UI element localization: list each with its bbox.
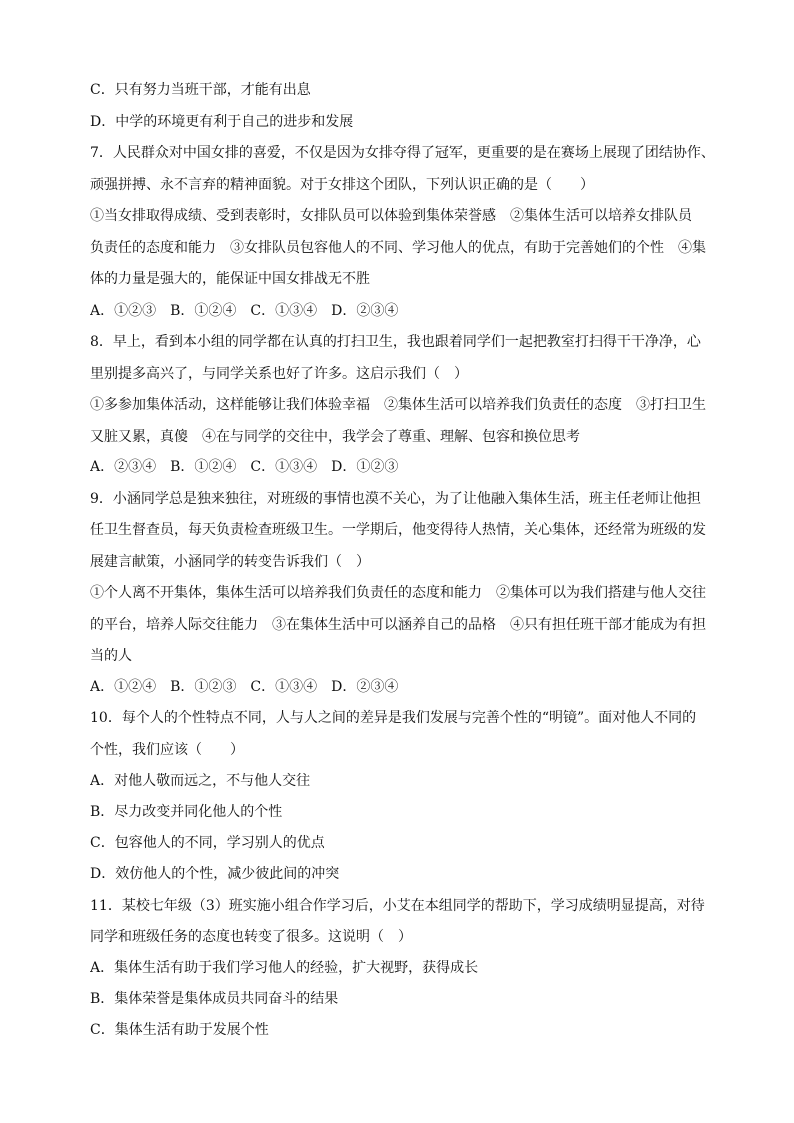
question-9-line-2: 任卫生督查员，每天负责检查班级卫生。一学期后，他变得待人热情，关心集体，还经常为班级的发 — [90, 522, 706, 538]
question-11-option-b: B．集体荣誉是集体成员共同奋斗的结果 — [90, 991, 339, 1007]
question-9-line-1: 9．小涵同学总是独来独往，对班级的事情也漠不关心，为了让他融入集体生活，班主任老师让他担 — [90, 491, 701, 507]
question-10-line-2: 个性，我们应该（ ） — [90, 742, 244, 758]
question-7-line-1: 7．人民群众对中国女排的喜爱，不仅是因为女排夺得了冠军，更重要的是在赛场上展现了团结协作、 — [90, 145, 715, 161]
question-9-statements-line-3: 当的人 — [90, 648, 132, 664]
question-8-statements-line-1: ①多参加集体活动，这样能够让我们体验幸福 ②集体生活可以培养我们负责任的态度 ③打扫卫生 — [90, 397, 706, 413]
question-7-statements-line-1: ①当女排取得成绩、受到表彰时，女排队员可以体验到集体荣誉感 ②集体生活可以培养女排队员 — [90, 208, 692, 224]
question-11-option-a: A．集体生活有助于我们学习他人的经验，扩大视野，获得成长 — [90, 960, 479, 976]
question-7-statements-line-3: 体的力量是强大的，能保证中国女排战无不胜 — [90, 271, 370, 287]
question-7-line-2: 顽强拼搏、永不言弃的精神面貌。对于女排这个团队，下列认识正确的是（ ） — [90, 177, 594, 193]
question-11-line-1: 11．某校七年级（3）班实施小组合作学习后，小艾在本组同学的帮助下，学习成绩明显提高，对待 — [90, 898, 705, 914]
question-8-options: A．②③④ B．①②④ C．①③④ D．①②③ — [90, 459, 399, 475]
question-10-option-b: B．尽力改变并同化他人的个性 — [90, 804, 283, 820]
question-7-options: A．①②③ B．①②④ C．①③④ D．②③④ — [90, 303, 399, 319]
question-9-statements-line-2: 的平台，培养人际交往能力 ③在集体生活中可以涵养自己的品格 ④只有担任班干部才能成为有担 — [90, 617, 706, 633]
question-7-statements-line-2: 负责任的态度和能力 ③女排队员包容他人的不同、学习他人的优点，有助于完善她们的个性 ④集 — [90, 240, 706, 256]
question-8-line-2: 里别提多高兴了，与同学关系也好了许多。这启示我们（ ） — [90, 366, 468, 382]
question-9-line-3: 展建言献策，小涵同学的转变告诉我们（ ） — [90, 554, 370, 570]
question-11-line-2: 同学和班级任务的态度也转变了很多。这说明（ ） — [90, 929, 412, 945]
question-10-option-d: D．效仿他人的个性，减少彼此间的冲突 — [90, 866, 340, 882]
option-c-q6: C．只有努力当班干部，才能有出息 — [90, 82, 311, 98]
question-9-statements-line-1: ①个人离不开集体，集体生活可以培养我们负责任的态度和能力 ②集体可以为我们搭建与他人交往 — [90, 585, 706, 601]
question-9-options: A．①②④ B．①②③ C．①③④ D．②③④ — [90, 679, 399, 695]
question-10-option-a: A．对他人敬而远之，不与他人交往 — [90, 773, 311, 789]
question-10-line-1: 10．每个人的个性特点不同，人与人之间的差异是我们发展与完善个性的“明镜”。面对他人不同的 — [90, 710, 697, 726]
question-10-option-c: C．包容他人的不同，学习别人的优点 — [90, 835, 325, 851]
option-d-q6: D．中学的环境更有利于自己的进步和发展 — [90, 114, 354, 130]
question-8-statements-line-2: 又脏又累，真傻 ④在与同学的交往中，我学会了尊重、理解、包容和换位思考 — [90, 429, 580, 445]
question-11-option-c: C．集体生活有助于发展个性 — [90, 1022, 269, 1038]
question-8-line-1: 8．早上，看到本小组的同学都在认真的打扫卫生，我也跟着同学们一起把教室打扫得干干净净，心 — [90, 334, 701, 350]
